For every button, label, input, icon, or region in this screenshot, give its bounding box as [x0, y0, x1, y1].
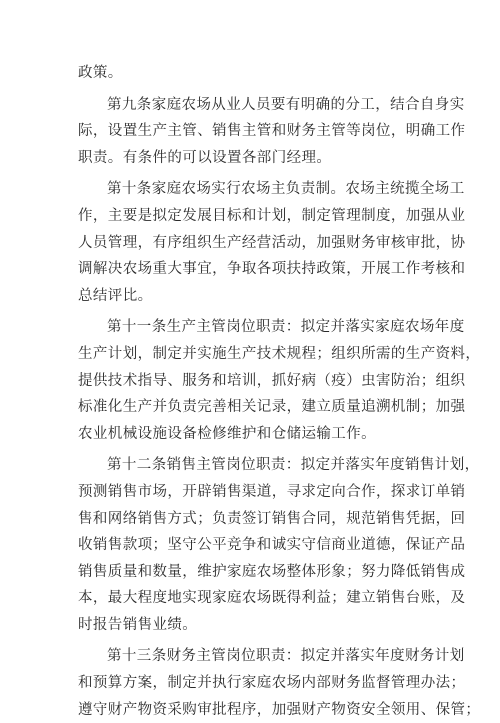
text-line: 政策。	[78, 65, 123, 81]
paragraph-p10	[78, 176, 466, 309]
text-line: 第十二条销售主管岗位职责：拟定并落实年度销售计划，	[107, 457, 480, 474]
text-line: 售和网络销售方式；负责签订销售合同，规范销售凭据，回	[78, 510, 466, 527]
text-line: 收销售款项；坚守公平竞争和诚实守信商业道德，保证产品	[78, 537, 466, 554]
paragraph-p9	[78, 92, 466, 172]
document-page	[78, 60, 481, 723]
text-line: 标准化生产并负责完善相关记录，建立质量追溯机制；加强	[78, 399, 466, 416]
text-line: 提供技术指导、服务和培训，抓好病（疫）虫害防治；组织	[78, 372, 466, 389]
text-line: 第九条家庭农场从业人员要有明确的分工，结合自身实	[107, 96, 465, 113]
text-line: 遵守财产物资采购审批程序，加强财产物资安全领用、保管；	[78, 701, 481, 718]
paragraph-p12	[78, 452, 480, 638]
text-line: 第十一条生产主管岗位职责：拟定并落实家庭农场年度	[107, 319, 465, 336]
paragraph-p13	[78, 643, 481, 723]
text-line: 第十三条财务主管岗位职责：拟定并落实年度财务计划	[107, 648, 465, 665]
text-line: 人员管理，有序组织生产经营活动，加强财务审核审批，协	[78, 234, 466, 251]
text-line: 预测销售市场，开辟销售渠道，寻求定向合作，探求订单销	[78, 483, 466, 500]
text-line: 际，设置生产主管、销售主管和财务主管等岗位，明确工作	[78, 123, 466, 140]
text-line: 职责。有条件的可以设置各部门经理。	[78, 149, 332, 166]
text-line: 生产计划，制定并实施生产技术规程；组织所需的生产资料，	[78, 345, 481, 362]
text-line: 调解决农场重大事宜，争取各项扶持政策，开展工作考核和	[78, 261, 466, 278]
text-line: 销售质量和数量，维护家庭农场整体形象；努力降低销售成	[78, 563, 466, 580]
text-line: 作，主要是拟定发展目标和计划，制定管理制度，加强从业	[78, 207, 466, 224]
text-line: 总结评比。	[78, 287, 153, 304]
paragraph-p11	[78, 314, 481, 447]
text-line: 农业机械设施设备检修维护和仓储运输工作。	[78, 425, 376, 442]
text-line: 第十条家庭农场实行农场主负责制。农场主统揽全场工	[107, 181, 465, 198]
text-line: 和预算方案，制定并执行家庭农场内部财务监督管理办法；	[78, 675, 466, 692]
text-line: 时报告销售业绩。	[78, 616, 198, 633]
paragraph-p0	[78, 60, 430, 87]
text-line: 本，最大程度地实现家庭农场既得利益；建立销售台账，及	[78, 590, 466, 607]
